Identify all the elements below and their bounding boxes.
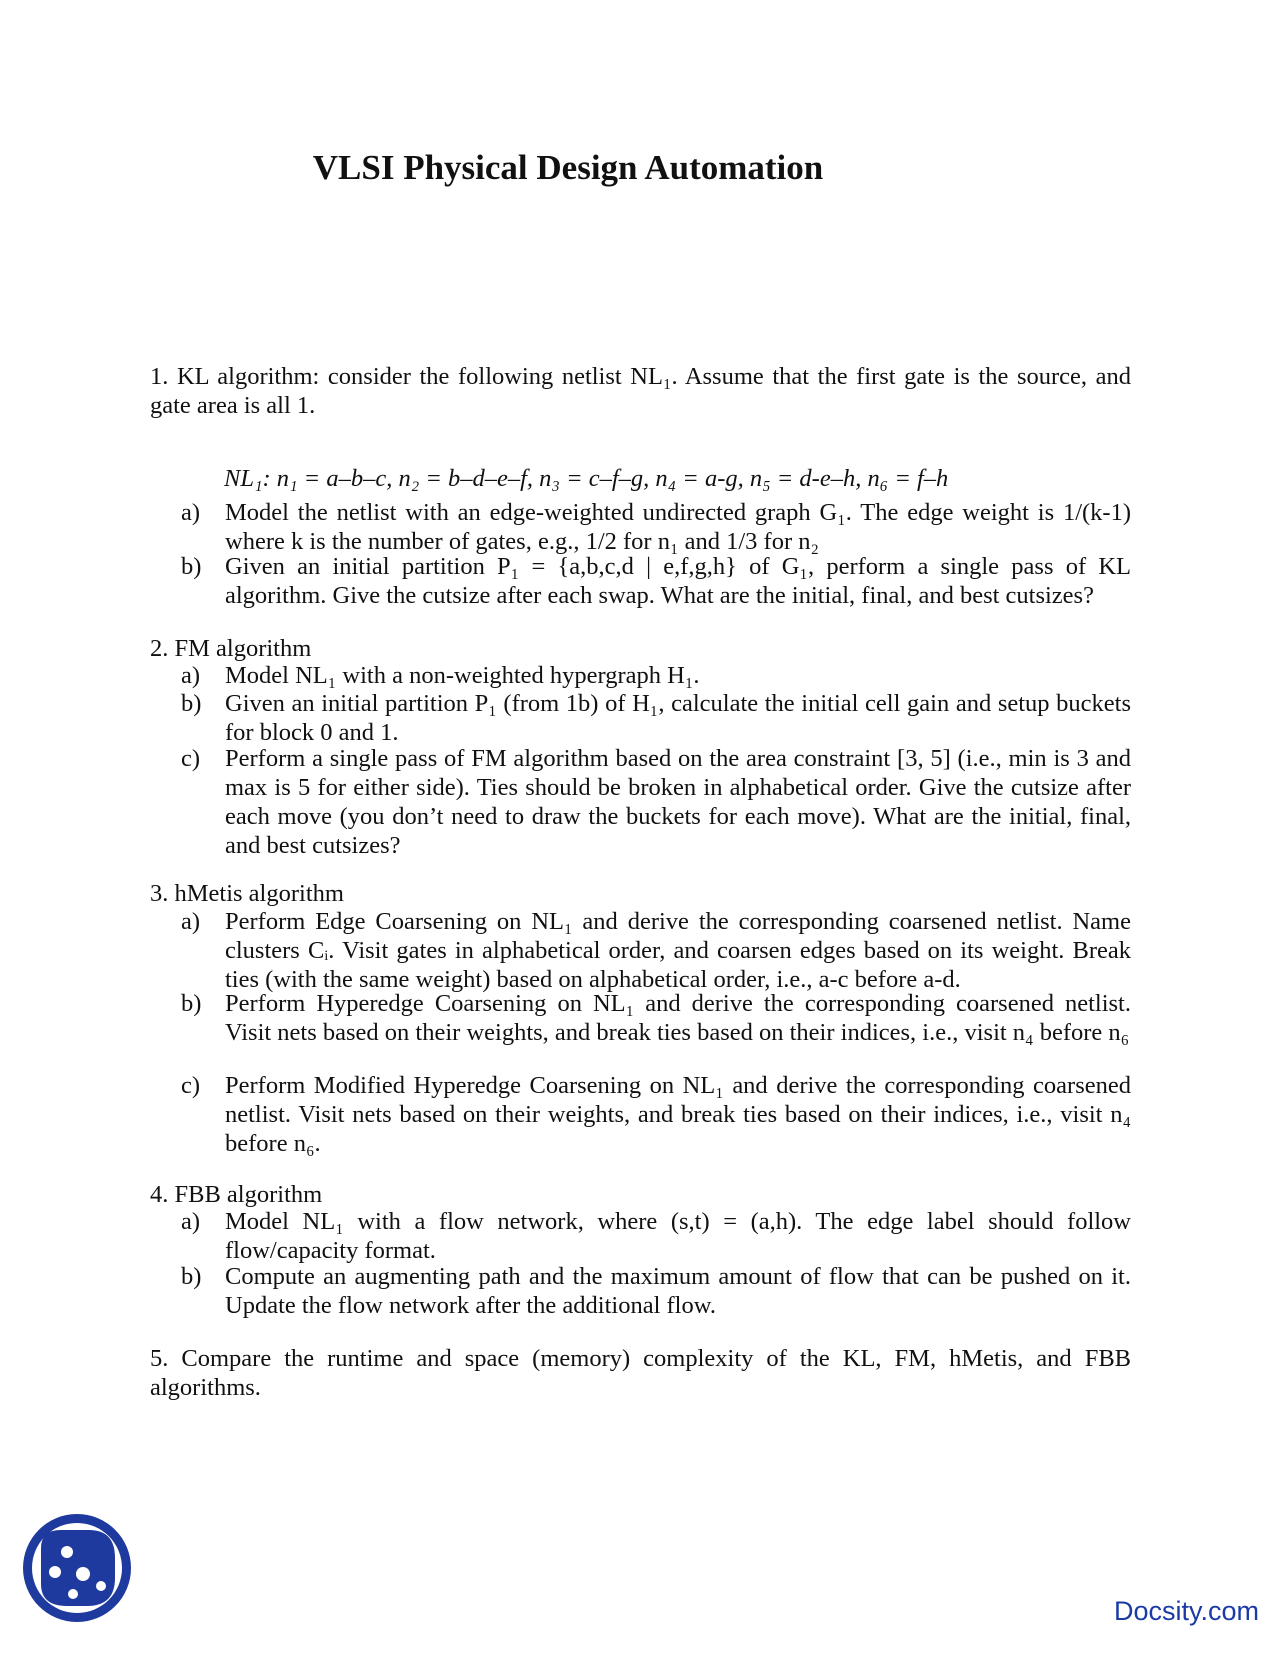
q2-c-text: Perform a single pass of FM algorithm based on the area constraint [3, 5] (i.e., min is 3 and max is 5 for either side). Ties should be broken in alphabetical order. Give the cutsize after each move (you don’t need to draw the buckets for each move). What are the initial, final, and best cutsizes? — [225, 745, 1131, 859]
q2-heading: 2. FM algorithm — [150, 635, 312, 662]
item-label: a) — [181, 908, 201, 935]
item-label: c) — [181, 1072, 201, 1099]
docsity-brand-link[interactable]: Docsity.com — [1113, 1596, 1259, 1626]
q3-a-text: Perform Edge Coarsening on NL₁ and derive the corresponding coarsened netlist. Name clusters Cᵢ. Visit gates in alphabetical order, and coarsen edges based on its weight. Break ties (with the same weight) based on alphabetical order, i.e., a-c before a-d. — [225, 908, 1131, 993]
list-item — [181, 498, 1131, 556]
q1-a-text: Model the netlist with an edge-weighted undirected graph G₁. The edge weight is 1/(k-1) where k is the number of gates, e.g., 1/2 for n₁ and 1/3 for n₂ — [225, 499, 1131, 555]
q1-netlist: NL₁: n₁ = a–b–c, n₂ = b–d–e–f, n₃ = c–f–g, n₄ = a-g, n₅ = d-e–h, n₆ = f–h — [224, 465, 949, 492]
list-item — [181, 907, 1131, 994]
q1-b-text: Given an initial partition P₁ = {a,b,c,d | e,f,g,h} of G₁, perform a single pass of KL algorithm. Give the cutsize after each swap. What are the initial, final, and best cutsizes? — [225, 553, 1131, 609]
list-item — [181, 989, 1131, 1047]
list-item — [181, 1262, 1131, 1320]
list-item — [181, 1207, 1131, 1265]
q4-b-text: Compute an augmenting path and the maximum amount of flow that can be pushed on it. Update the flow network after the additional flow. — [225, 1263, 1131, 1319]
q5-text: 5. Compare the runtime and space (memory) complexity of the KL, FM, hMetis, and FBB algorithms. — [150, 1345, 1131, 1401]
docsity-logo-icon[interactable] — [21, 1512, 133, 1624]
item-label: b) — [181, 553, 202, 580]
item-label: a) — [181, 499, 201, 526]
q3-b-text: Perform Hyperedge Coarsening on NL₁ and derive the corresponding coarsened netlist. Visit nets based on their weights, and break ties based on their indices, i.e., visit n₄ before n₆ — [225, 990, 1131, 1046]
item-label: a) — [181, 662, 201, 689]
list-item — [181, 689, 1131, 747]
page-title: VLSI Physical Design Automation — [312, 148, 824, 187]
q2-a-text: Model NL₁ with a non-weighted hypergraph H₁. — [225, 662, 700, 689]
list-item — [181, 744, 1131, 860]
item-label: b) — [181, 1263, 202, 1290]
item-label: b) — [181, 690, 202, 717]
q3-heading: 3. hMetis algorithm — [150, 880, 344, 907]
item-label: c) — [181, 745, 201, 772]
item-label: a) — [181, 1208, 201, 1235]
list-item — [181, 1071, 1131, 1158]
item-label: b) — [181, 990, 202, 1017]
q4-a-text: Model NL₁ with a flow network, where (s,t) = (a,h). The edge label should follow flow/capacity format. — [225, 1208, 1131, 1264]
list-item — [181, 661, 1131, 690]
q3-c-text: Perform Modified Hyperedge Coarsening on NL₁ and derive the corresponding coarsened netlist. Visit nets based on their weights, and break ties based on their indices, i.e., visit n₄ before n₆. — [225, 1072, 1131, 1157]
q4-heading: 4. FBB algorithm — [150, 1181, 323, 1208]
q1-intro: 1. KL algorithm: consider the following netlist NL₁. Assume that the first gate is the source, and gate area is all 1. — [150, 363, 1131, 419]
list-item — [181, 552, 1131, 610]
q2-b-text: Given an initial partition P₁ (from 1b) of H₁, calculate the initial cell gain and setup buckets for block 0 and 1. — [225, 690, 1131, 746]
